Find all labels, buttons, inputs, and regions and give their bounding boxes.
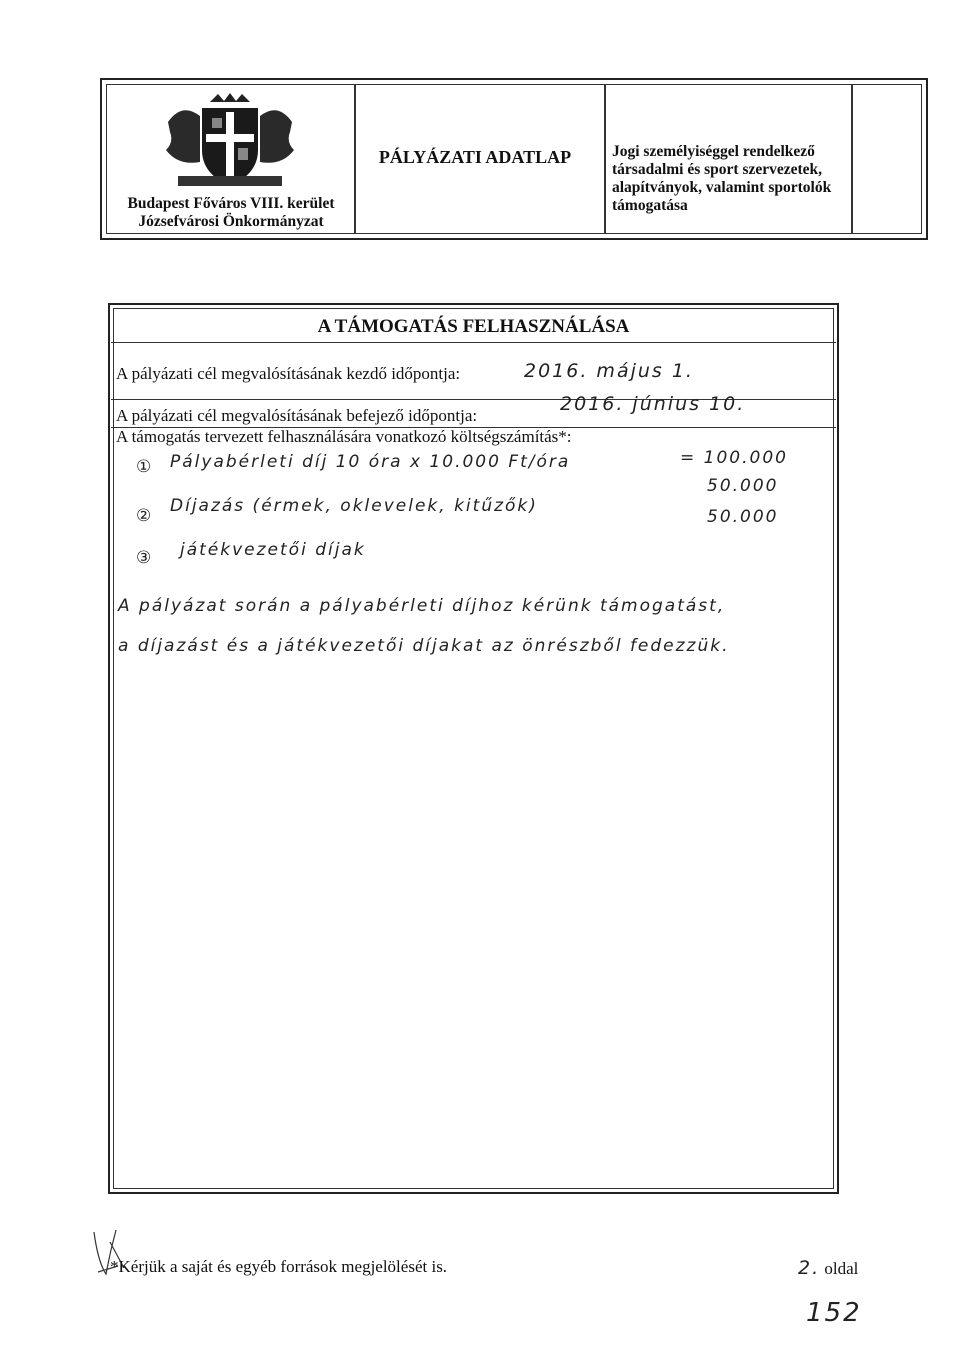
budget-item-number: ② [136, 506, 154, 526]
budget-item-text: Díjazás (érmek, oklevelek, kitűzők) [170, 496, 538, 516]
end-date-value: 2016. június 10. [560, 393, 746, 415]
budget-label: A támogatás tervezett felhasználására vonatkozó költségszámítás*: [116, 427, 572, 446]
page-indicator [798, 1257, 858, 1279]
office-name [112, 195, 350, 231]
section-title: A TÁMOGATÁS FELHASZNÁLÁSA [317, 316, 630, 337]
form-title: PÁLYÁZATI ADATLAP [378, 147, 572, 167]
form-scope: Jogi személyiséggel rendelkező társadalmi és sport szervezetek, alapítványok, valamint sportolók támogatása [612, 143, 832, 214]
header-divider [604, 85, 606, 233]
office-line-1: Budapest Főváros VIII. kerület [127, 195, 335, 212]
stamp-number: 152 [806, 1298, 862, 1328]
footnote: *Kérjük a saját és egyéb források megjelölését is. [110, 1257, 448, 1276]
office-line-2: Józsefvárosi Önkormányzat [138, 213, 324, 230]
end-date-label: A pályázati cél megvalósításának befejező időpontja: [116, 406, 478, 425]
budget-item-amount: 50.000 [707, 507, 779, 527]
budget-item-text: játékvezetői díjak [180, 540, 366, 560]
coat-of-arms-icon [160, 92, 300, 192]
budget-item-amount: = 100.000 [680, 448, 788, 468]
budget-item-amount: 50.000 [707, 476, 779, 496]
start-date-label: A pályázati cél megvalósításának kezdő időpontja: [116, 364, 461, 383]
start-date-value: 2016. május 1. [524, 360, 694, 382]
page-word: oldal [824, 1259, 859, 1278]
row-divider [111, 342, 836, 343]
budget-item-number: ① [136, 457, 154, 477]
budget-item-text: Pályabérleti díj 10 óra x 10.000 Ft/óra [170, 452, 571, 472]
header-divider [851, 85, 853, 233]
page-number: 2. [798, 1257, 821, 1279]
note-line-1: A pályázat során a pályabérleti díjhoz kérünk támogatást, [118, 596, 726, 616]
budget-item-number: ③ [136, 548, 154, 568]
note-line-2: a díjazást és a játékvezetői díjakat az önrészből fedezzük. [118, 636, 730, 656]
